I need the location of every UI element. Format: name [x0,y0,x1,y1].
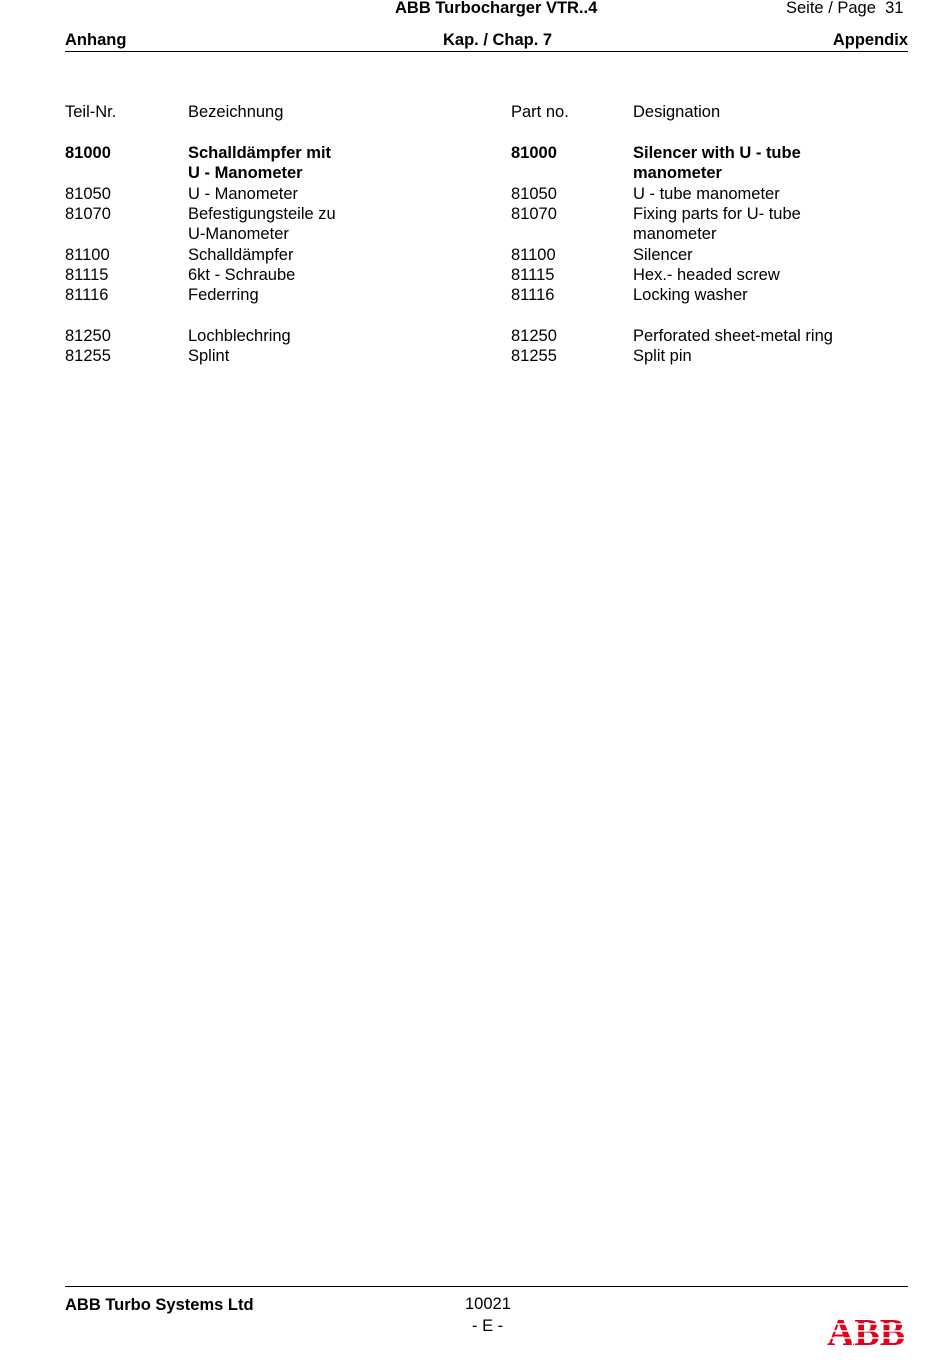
table-row-teil-nr: 81100 [65,246,110,264]
table-row-part-no: 81255 [511,347,557,365]
company-name: ABB Turbo Systems Ltd [65,1296,254,1314]
table-row-bezeichnung: Schalldämpfer [188,246,294,264]
table-row-designation-line2: manometer [633,164,722,182]
page-label-text: Seite / Page [786,0,876,17]
table-row-designation: Fixing parts for U- tube [633,205,801,223]
table-row-part-no: 81050 [511,185,557,203]
abb-logo-text: ABB [827,1314,905,1348]
table-row-bezeichnung-line2: U-Manometer [188,225,289,243]
table-row-teil-nr: 81050 [65,185,111,203]
abb-logo [826,1314,906,1348]
table-row-designation: Silencer [633,246,693,264]
col-header-designation: Designation [633,103,721,121]
table-row-bezeichnung: U - Manometer [188,185,299,203]
table-row-part-no: 81000 [511,144,557,162]
table-row-designation: Hex.- headed screw [633,266,780,284]
chapter-label: Kap. / Chap. 7 [443,31,553,49]
table-row-bezeichnung: Schalldämpfer mit [188,144,332,162]
table-row-bezeichnung: Federring [188,286,259,304]
document-number: 10021 [465,1295,511,1313]
table-row-bezeichnung: Befestigungsteile zu [188,205,336,223]
header-right-label: Appendix [832,31,908,49]
table-row-teil-nr: 81070 [65,205,111,223]
table-row-part-no: 81250 [511,327,557,345]
table-row-designation: Perforated sheet-metal ring [633,327,833,345]
table-row-bezeichnung: Lochblechring [188,327,291,345]
col-header-part-no: Part no. [511,103,569,121]
table-row-part-no: 81115 [511,266,555,284]
table-row-part-no: 81100 [511,246,556,264]
col-header-bezeichnung: Bezeichnung [188,103,284,121]
document-title: ABB Turbocharger VTR..4 [395,0,598,17]
table-row-bezeichnung-line2: U - Manometer [188,164,303,182]
header-left-label: Anhang [65,31,127,49]
page-number: 31 [885,0,904,17]
table-row-teil-nr: 81255 [65,347,111,365]
table-row-part-no: 81070 [511,205,557,223]
col-header-teil-nr: Teil-Nr. [65,103,117,121]
table-row-designation: U - tube manometer [633,185,780,203]
table-row-teil-nr: 81115 [65,266,109,284]
table-row-designation: Locking washer [633,286,748,304]
table-row-designation: Silencer with U - tube [633,144,801,162]
table-row-teil-nr: 81250 [65,327,111,345]
table-row-bezeichnung: Splint [188,347,230,365]
table-row-part-no: 81116 [511,286,555,304]
table-row-bezeichnung: 6kt - Schraube [188,266,296,284]
table-row-designation-line2: manometer [633,225,717,243]
table-row-teil-nr: 81000 [65,144,111,162]
table-row-designation: Split pin [633,347,692,365]
page-label [786,0,903,18]
footer-rule [65,1286,908,1287]
table-row-teil-nr: 81116 [65,286,109,304]
header-rule [65,51,908,52]
language-code: - E - [472,1317,504,1335]
